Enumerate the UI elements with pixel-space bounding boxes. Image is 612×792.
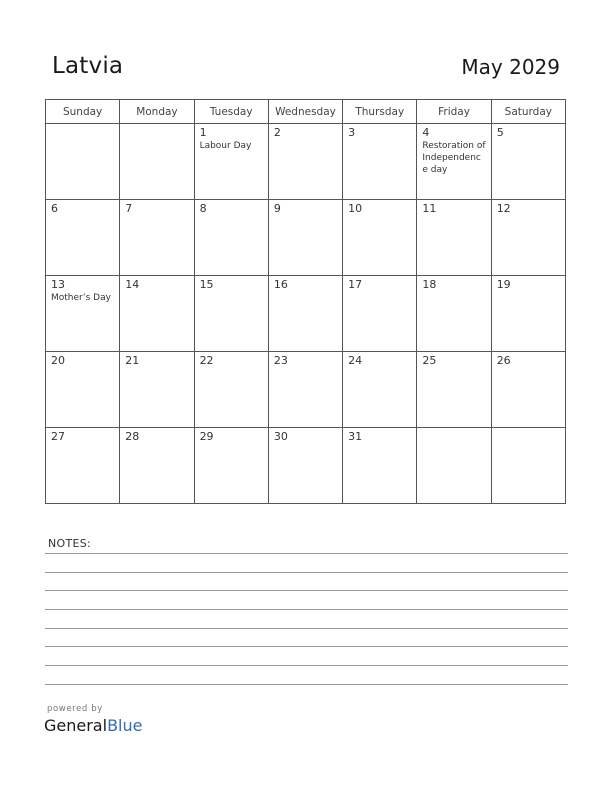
note-line (45, 646, 568, 647)
day-cell (491, 428, 565, 504)
day-cell (343, 352, 417, 428)
day-cell (194, 276, 268, 352)
day-number: 26 (496, 354, 511, 367)
day-number: 19 (496, 278, 511, 291)
day-cell (268, 352, 342, 428)
day-cell (46, 352, 120, 428)
day-number: 1 (199, 126, 207, 139)
day-cell (343, 200, 417, 276)
note-line (45, 628, 568, 629)
day-cell (417, 200, 491, 276)
day-number: 4 (422, 126, 430, 139)
day-number: 12 (496, 202, 511, 215)
day-cell (268, 124, 342, 200)
day-number: 21 (125, 354, 140, 367)
weekday-header: Wednesday (268, 100, 342, 124)
day-cell (268, 200, 342, 276)
weekday-header: Sunday (46, 100, 120, 124)
day-cell (46, 200, 120, 276)
day-cell (268, 276, 342, 352)
holiday-label: Mother’s Day (51, 293, 111, 303)
note-line (45, 684, 568, 685)
notes-label: NOTES: (48, 537, 92, 550)
powered-by-text: powered by (47, 704, 103, 714)
day-cell (491, 200, 565, 276)
note-line (45, 590, 568, 591)
day-cell (343, 428, 417, 504)
day-cell (194, 352, 268, 428)
day-cell (417, 428, 491, 504)
day-cell (268, 428, 342, 504)
day-cell (417, 276, 491, 352)
day-number: 11 (422, 202, 437, 215)
day-number: 28 (125, 430, 140, 443)
day-number: 24 (348, 354, 363, 367)
holiday-label: Restoration of Independence day (422, 141, 486, 175)
day-number: 18 (422, 278, 437, 291)
day-cell (194, 124, 268, 200)
day-cell (417, 124, 491, 200)
day-cell (491, 352, 565, 428)
note-line (45, 572, 568, 573)
note-line (45, 665, 568, 666)
day-number: 29 (199, 430, 214, 443)
note-line (45, 553, 568, 554)
brand-blue: Blue (107, 716, 143, 735)
day-number: 16 (273, 278, 288, 291)
day-number: 31 (348, 430, 363, 443)
day-number: 22 (199, 354, 214, 367)
day-cell (120, 276, 194, 352)
weekday-header: Friday (417, 100, 491, 124)
day-number: 23 (273, 354, 288, 367)
holiday-label: Labour Day (199, 141, 252, 151)
week-row (46, 428, 566, 504)
day-cell (46, 124, 120, 200)
day-number: 27 (51, 430, 65, 443)
weekday-header: Monday (120, 100, 194, 124)
week-row (46, 352, 566, 428)
week-row (46, 200, 566, 276)
country-title: Latvia (52, 53, 124, 79)
day-cell (120, 428, 194, 504)
day-cell (417, 352, 491, 428)
day-number: 6 (51, 202, 58, 215)
weekday-header: Thursday (343, 100, 417, 124)
day-number: 13 (51, 278, 65, 291)
day-number: 25 (422, 354, 437, 367)
day-number: 17 (348, 278, 363, 291)
note-line (45, 609, 568, 610)
day-cell (194, 200, 268, 276)
month-title: May 2029 (461, 55, 560, 79)
weekday-header-row (46, 100, 566, 124)
day-cell (491, 276, 565, 352)
day-number: 2 (273, 126, 281, 139)
weekday-header: Tuesday (194, 100, 268, 124)
day-cell (120, 124, 194, 200)
day-cell (343, 124, 417, 200)
day-cell (491, 124, 565, 200)
day-number: 10 (348, 202, 363, 215)
day-number: 30 (273, 430, 288, 443)
day-cell (120, 352, 194, 428)
day-cell (194, 428, 268, 504)
day-cell (46, 428, 120, 504)
day-number: 20 (51, 354, 65, 367)
day-number: 9 (273, 202, 281, 215)
calendar-grid (45, 99, 566, 504)
week-row (46, 124, 566, 200)
day-number: 3 (348, 126, 356, 139)
day-number: 15 (199, 278, 214, 291)
brand-general: General (44, 716, 108, 735)
day-number: 7 (125, 202, 133, 215)
day-cell (343, 276, 417, 352)
day-cell (46, 276, 120, 352)
day-number: 14 (125, 278, 140, 291)
day-number: 8 (199, 202, 207, 215)
day-number: 5 (496, 126, 504, 139)
week-row (46, 276, 566, 352)
weekday-header: Saturday (491, 100, 565, 124)
day-cell (120, 200, 194, 276)
generalblue-logo (44, 716, 142, 735)
